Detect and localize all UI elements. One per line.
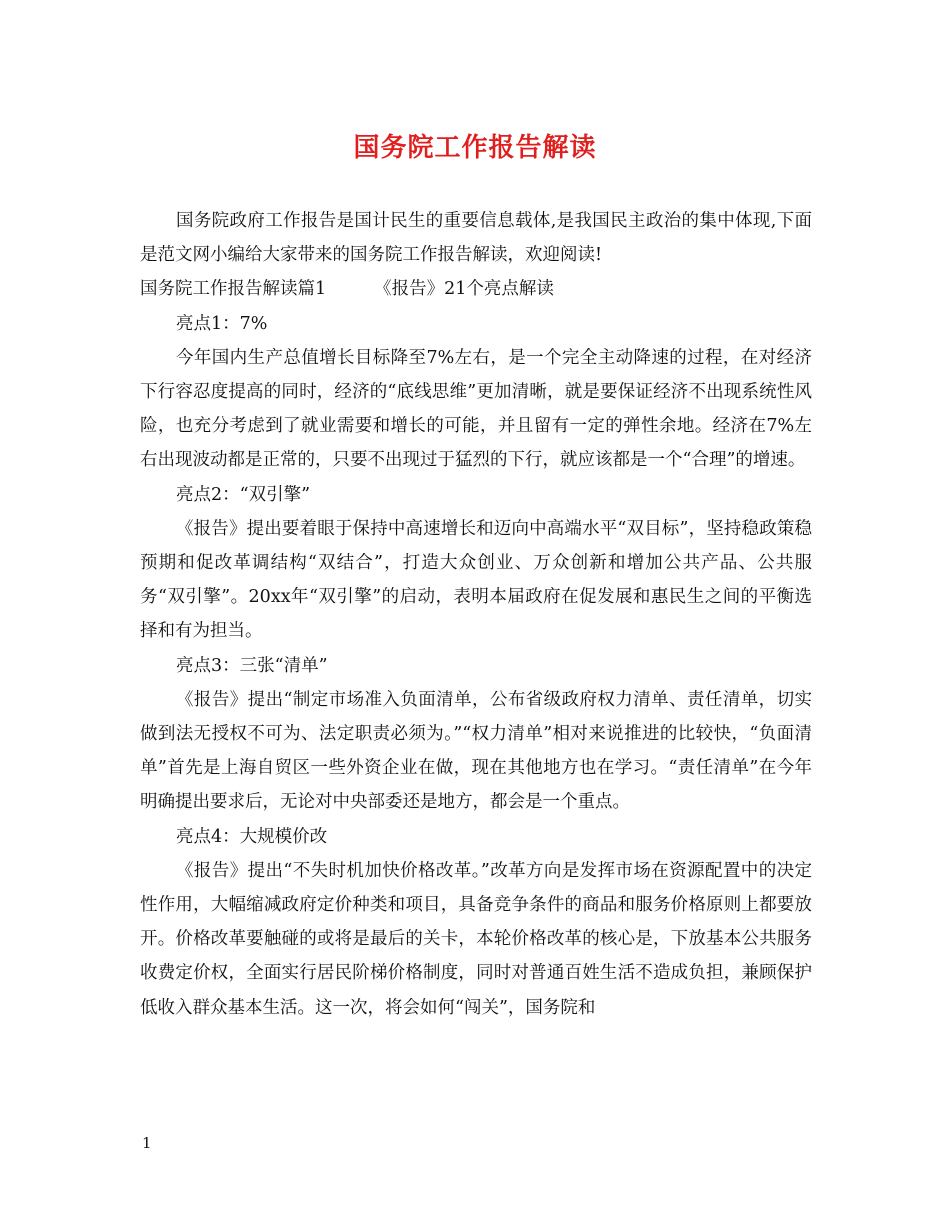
highlight-heading: 亮点1：7% — [176, 313, 268, 334]
highlight-heading: 亮点3：三张“清单” — [176, 655, 328, 676]
highlight-heading: 亮点2：“双引擎” — [176, 484, 311, 505]
section-heading-right: 《报告》21个亮点解读 — [374, 279, 554, 300]
intro-paragraph: 国务院政府工作报告是国计民生的重要信息载体,是我国民主政治的集中体现,下面是范文网小编给大家带来的国务院工作报告解读，欢迎阅读! — [140, 211, 812, 266]
page-number: 1 — [142, 1134, 152, 1152]
highlight-paragraph: 《报告》提出要着眼于保持中高速增长和迈向中高端水平“双目标”，坚持稳政策稳预期和促改革调结构“双结合”，打造大众创业、万众创新和增加公共产品、公共服务“双引擎”。20xx年“双引擎”的启动，表明本届政府在促发展和惠民生之间的平衡选择和有为担当。 — [140, 518, 812, 642]
document-title: 国务院工作报告解读 — [353, 133, 597, 163]
document-body — [140, 204, 812, 1025]
highlight-paragraph: 今年国内生产总值增长目标降至7%左右，是一个完全主动降速的过程，在对经济下行容忍度提高的同时，经济的“底线思维”更加清晰，就是要保证经济不出现系统性风险，也充分考虑到了就业需要和增长的可能，并且留有一定的弹性余地。经济在7%左右出现波动都是正常的，只要不出现过于猛烈的下行，就应该都是一个“合理”的增速。 — [140, 347, 812, 471]
highlight-heading: 亮点4：大规模价改 — [176, 826, 328, 847]
section-heading — [140, 272, 812, 306]
section-heading-left: 国务院工作报告解读篇1 — [140, 279, 327, 300]
highlight-paragraph: 《报告》提出“不失时机加快价格改革。”改革方向是发挥市场在资源配置中的决定性作用，大幅缩减政府定价种类和项目，具备竞争条件的商品和服务价格原则上都要放开。价格改革要触碰的或将是最后的关卡，本轮价格改革的核心是，下放基本公共服务收费定价权，全面实行居民阶梯价格制度，同时对普通百姓生活不造成负担，兼顾保护低收入群众基本生活。这一次，将会如何“闯关”，国务院和 — [140, 860, 812, 1018]
highlight-paragraph: 《报告》提出“制定市场准入负面清单，公布省级政府权力清单、责任清单，切实做到法无授权不可为、法定职责必须为。”“权力清单”相对来说推进的比较快，“负面清单”首先是上海自贸区一些外资企业在做，现在其他地方也在学习。“责任清单”在今年明确提出要求后，无论对中央部委还是地方，都会是一个重点。 — [140, 689, 812, 813]
